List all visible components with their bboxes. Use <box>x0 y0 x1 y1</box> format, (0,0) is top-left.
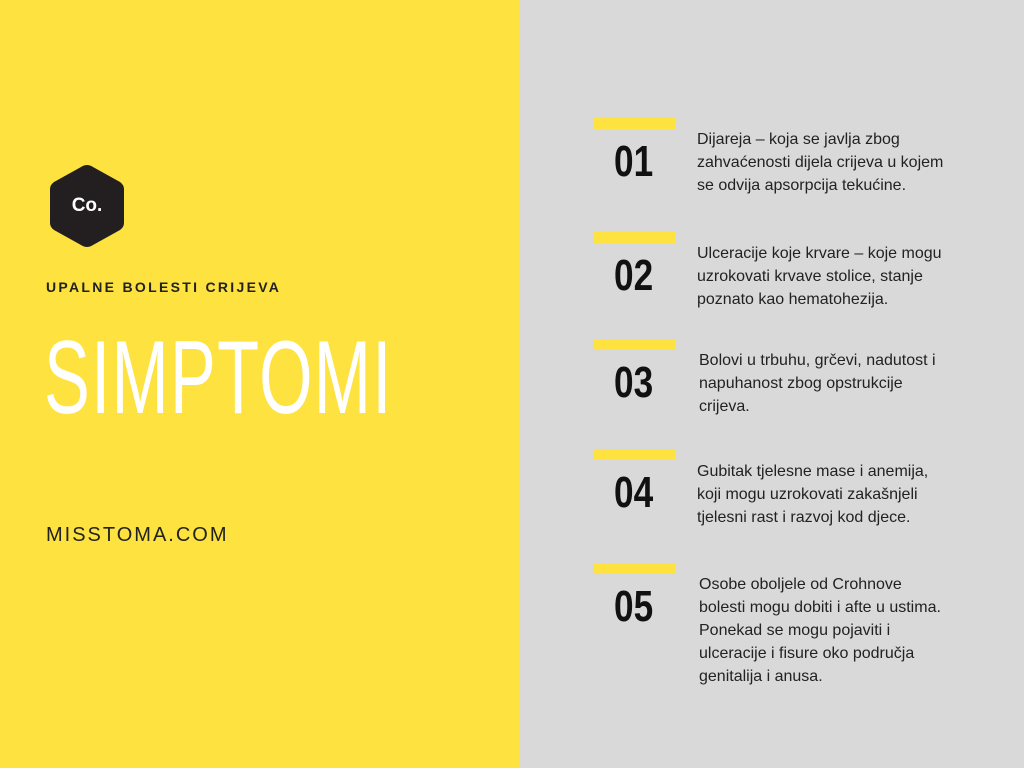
accent-bar <box>594 339 676 350</box>
symptom-number: 03 <box>614 358 654 407</box>
accent-bar <box>594 118 676 129</box>
kicker-title: UPALNE BOLESTI CRIJEVA <box>46 279 282 295</box>
symptom-text: Bolovi u trbuhu, grčevi, nadutost i napuhanost zbog opstrukcije crijeva. <box>699 352 936 415</box>
symptom-text: Ulceracije koje krvare – koje mogu uzrokovati krvave stolice, stanje poznato kao hematohezija. <box>697 245 942 308</box>
website-label: MISSTOMA.COM <box>46 524 229 546</box>
page-title: SIMPTOMI <box>44 320 393 436</box>
symptom-number: 01 <box>614 137 654 186</box>
accent-bar <box>594 563 676 574</box>
logo <box>48 163 126 249</box>
accent-bar <box>594 449 676 460</box>
accent-bar <box>594 232 676 243</box>
logo-text: Co. <box>71 195 103 216</box>
symptom-number: 05 <box>614 582 654 631</box>
symptom-text: Osobe oboljele od Crohnove bolesti mogu dobiti i afte u ustima. Ponekad se mogu pojaviti i ulceracije i fisure oko područja genitalija i anusa. <box>699 576 941 685</box>
symptom-number: 04 <box>614 468 654 517</box>
symptom-text: Dijareja – koja se javlja zbog zahvaćenosti dijela crijeva u kojem se odvija apsorpcija tekućine. <box>697 131 944 194</box>
symptom-text: Gubitak tjelesne mase i anemija, koji mogu uzrokovati zakašnjeli tjelesni rast i razvoj kod djece. <box>697 463 929 526</box>
symptom-number: 02 <box>614 251 654 300</box>
